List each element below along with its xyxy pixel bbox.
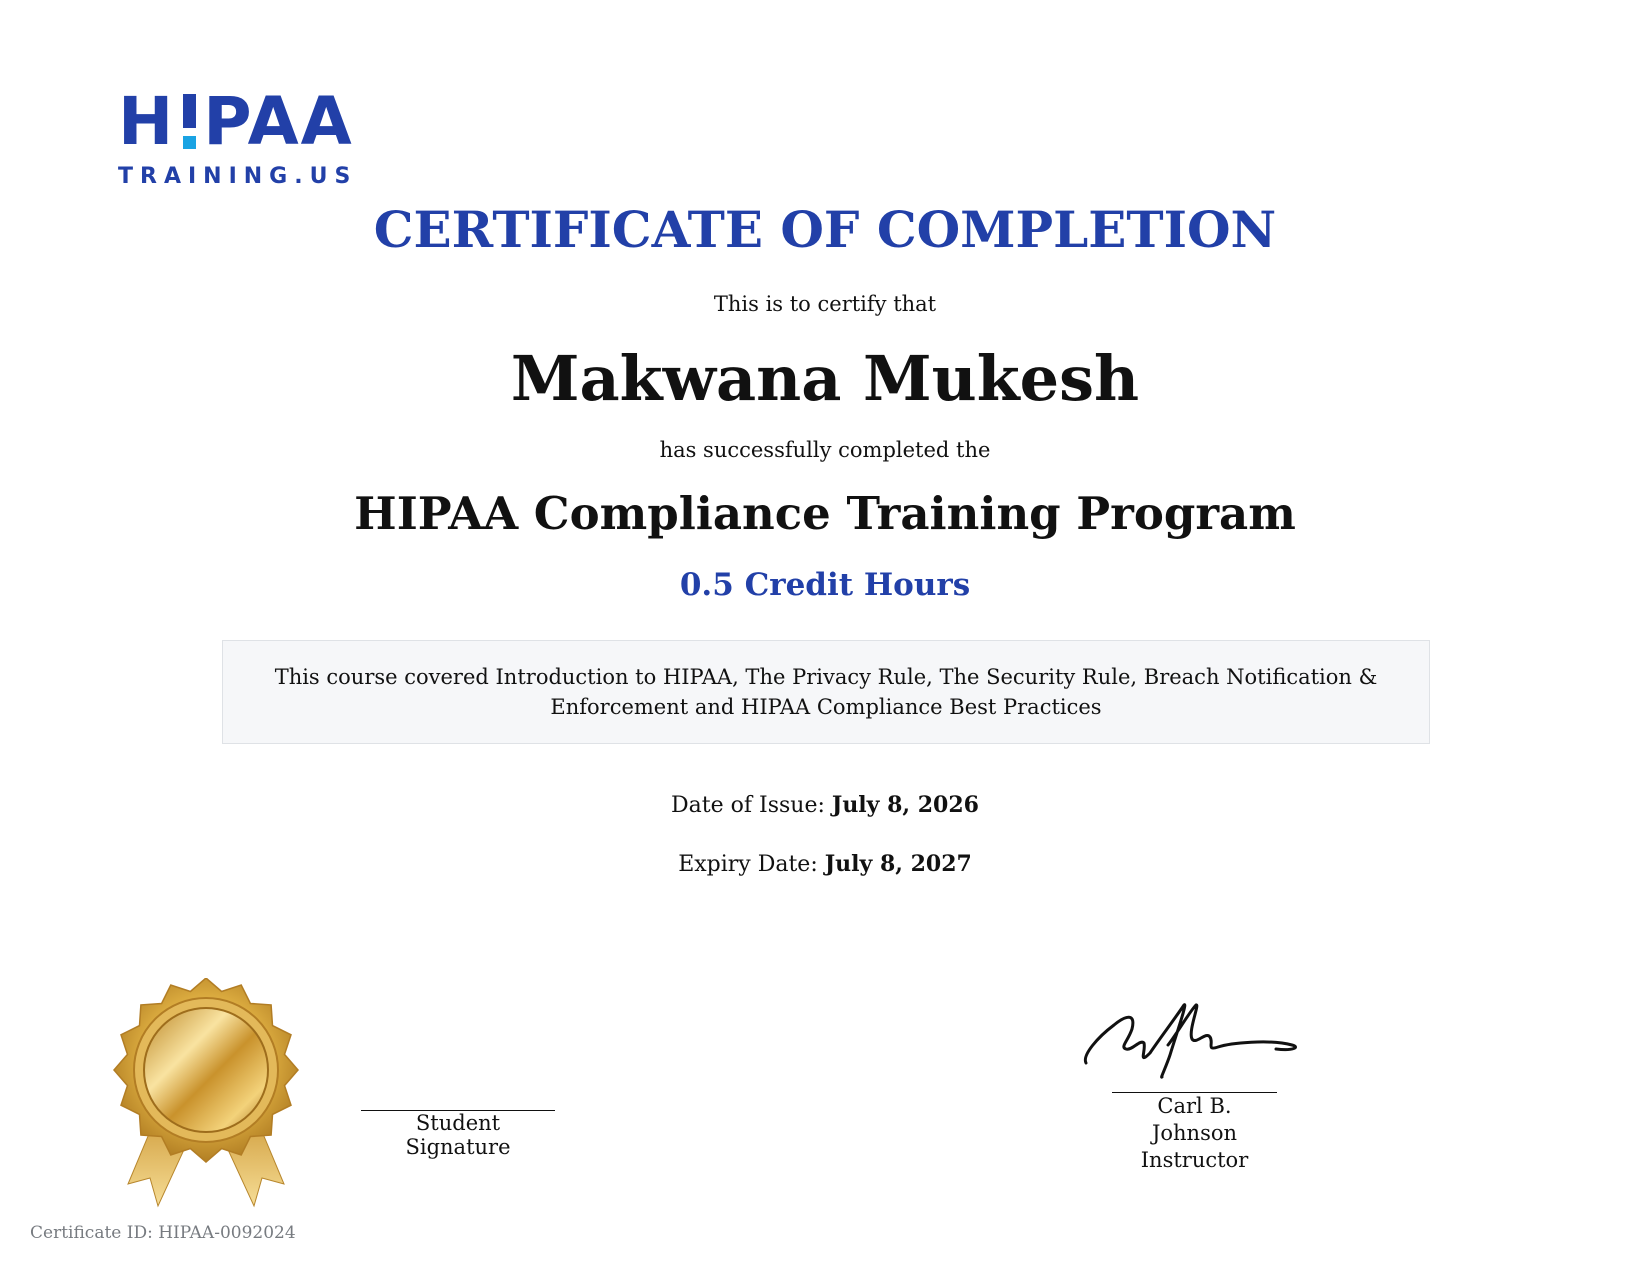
instructor-signature-block — [1112, 1092, 1277, 1174]
issue-label: Date of Issue: — [671, 793, 825, 818]
course-description-box — [222, 640, 1430, 744]
certify-text: This is to certify that — [713, 292, 937, 316]
credit-hours: 0.5 Credit Hours — [679, 567, 971, 603]
logo-wordmark — [118, 83, 378, 160]
logo-letter-h: H — [118, 83, 176, 160]
instructor-title: Instructor — [1140, 1148, 1249, 1172]
certificate-id: Certificate ID: HIPAA-0092024 — [30, 1223, 296, 1243]
logo-subtitle: TRAINING.US — [118, 164, 358, 189]
issue-date: July 8, 2026 — [831, 792, 979, 818]
instructor-name: Carl B. Johnson — [1151, 1094, 1238, 1145]
course-description: This course covered Introduction to HIPAA, The Privacy Rule, The Security Rule, Breach Notification & Enforcement and HIPAA Compliance Best Practices — [274, 665, 1378, 719]
expiry-date-row — [0, 851, 1650, 877]
recipient-name: Makwana Mukesh — [510, 342, 1140, 415]
expiry-label: Expiry Date: — [678, 852, 818, 877]
program-name: HIPAA Compliance Training Program — [354, 487, 1296, 540]
completed-text: has successfully completed the — [659, 438, 991, 462]
instructor-signature-image — [1080, 995, 1310, 1095]
hipaa-training-logo — [118, 83, 378, 189]
logo-letters-paa: PAA — [203, 83, 354, 160]
expiry-date: July 8, 2027 — [824, 851, 972, 877]
certificate-title: CERTIFICATE OF COMPLETION — [373, 200, 1277, 259]
student-signature-label: Student Signature — [405, 1111, 511, 1159]
student-signature-block — [361, 1110, 555, 1159]
gold-award-seal-icon — [112, 978, 300, 1212]
logo-exclamation-icon — [181, 88, 197, 149]
date-of-issue — [0, 792, 1650, 818]
